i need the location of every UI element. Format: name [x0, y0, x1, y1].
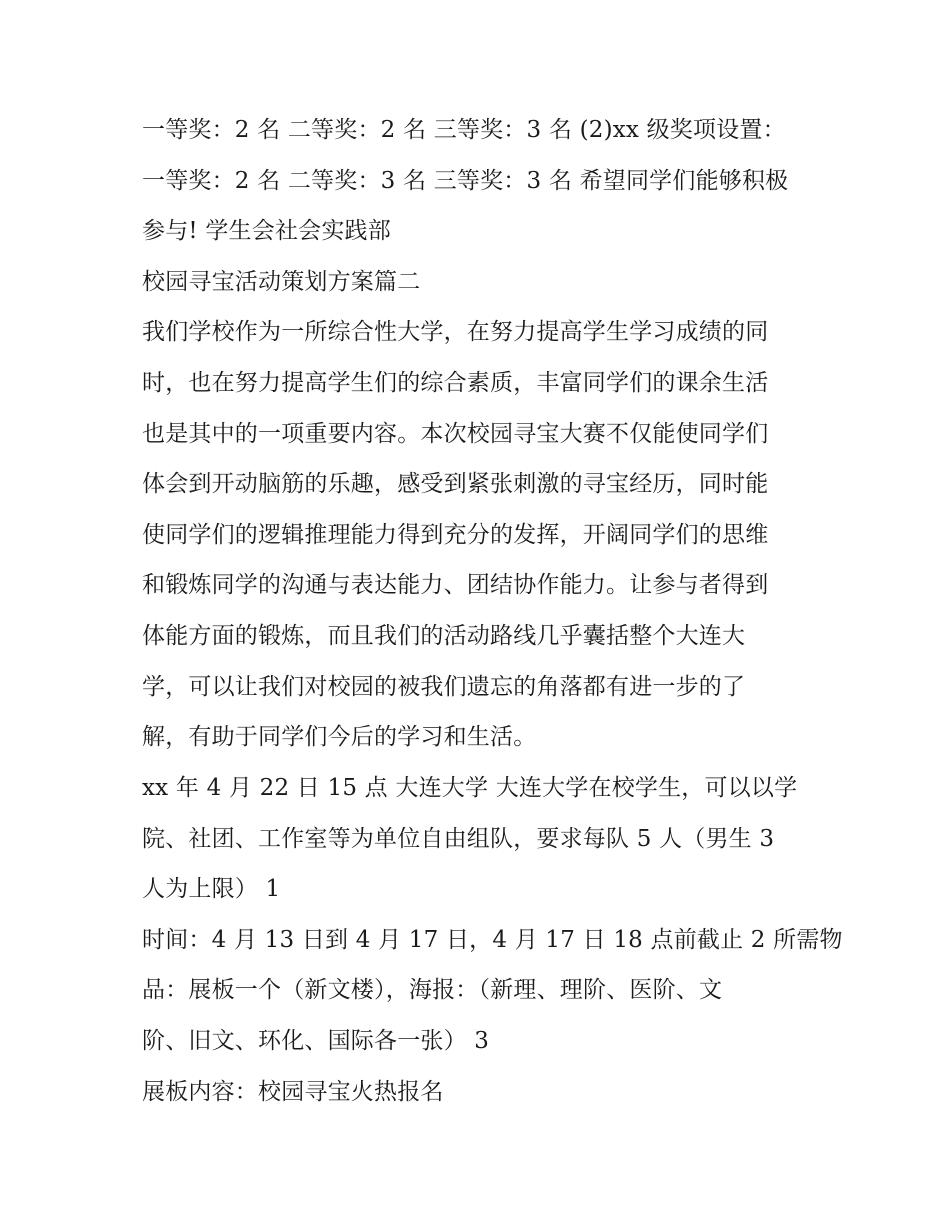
text-line-signature: 参与! 学生会社会实践部 [142, 218, 391, 244]
schedule-line-3: 阶、旧文、环化、国际各一张） 3 [142, 1028, 490, 1054]
event-info-line-1: xx 年 4 月 22 日 15 点 大连大学 大连大学在校学生，可以以学 [142, 775, 798, 801]
schedule-line-1: 时间：4 月 13 日到 4 月 17 日，4 月 17 日 18 点前截止 2 所需物 [142, 927, 843, 953]
paragraph-line-4: 体会到开动脑筋的乐趣，感受到紧张刺激的寻宝经历，同时能 [142, 471, 769, 497]
text-line-award-settings-2: 一等奖：2 名 二等奖：3 名 三等奖：3 名 希望同学们能够积极 [142, 168, 789, 194]
paragraph-line-1: 我们学校作为一所综合性大学，在努力提高学生学习成绩的同 [142, 319, 769, 345]
schedule-line-2: 品：展板一个（新文楼），海报：（新理、理阶、医阶、文 [142, 977, 723, 1003]
paragraph-line-8: 学，可以让我们对校园的被我们遗忘的角落都有进一步的了 [142, 674, 746, 700]
paragraph-line-7: 体能方面的锻炼，而且我们的活动路线几乎囊括整个大连大 [142, 623, 746, 649]
text-line-award-settings-1: 一等奖：2 名 二等奖：2 名 三等奖：3 名 (2)xx 级奖项设置： [142, 117, 786, 143]
paragraph-line-6: 和锻炼同学的沟通与表达能力、团结协作能力。让参与者得到 [142, 572, 769, 598]
paragraph-line-2: 时，也在努力提高学生们的综合素质，丰富同学们的课余生活 [142, 370, 769, 396]
section-heading: 校园寻宝活动策划方案篇二 [142, 269, 421, 295]
event-info-line-3: 人为上限） 1 [142, 876, 281, 902]
paragraph-line-9: 解，有助于同学们今后的学习和生活。 [142, 724, 537, 750]
board-content-line: 展板内容：校园寻宝火热报名 [142, 1079, 444, 1105]
event-info-line-2: 院、社团、工作室等为单位自由组队，要求每队 5 人（男生 3 [142, 826, 775, 852]
paragraph-line-3: 也是其中的一项重要内容。本次校园寻宝大赛不仅能使同学们 [142, 421, 769, 447]
paragraph-line-5: 使同学们的逻辑推理能力得到充分的发挥，开阔同学们的思维 [142, 522, 769, 548]
